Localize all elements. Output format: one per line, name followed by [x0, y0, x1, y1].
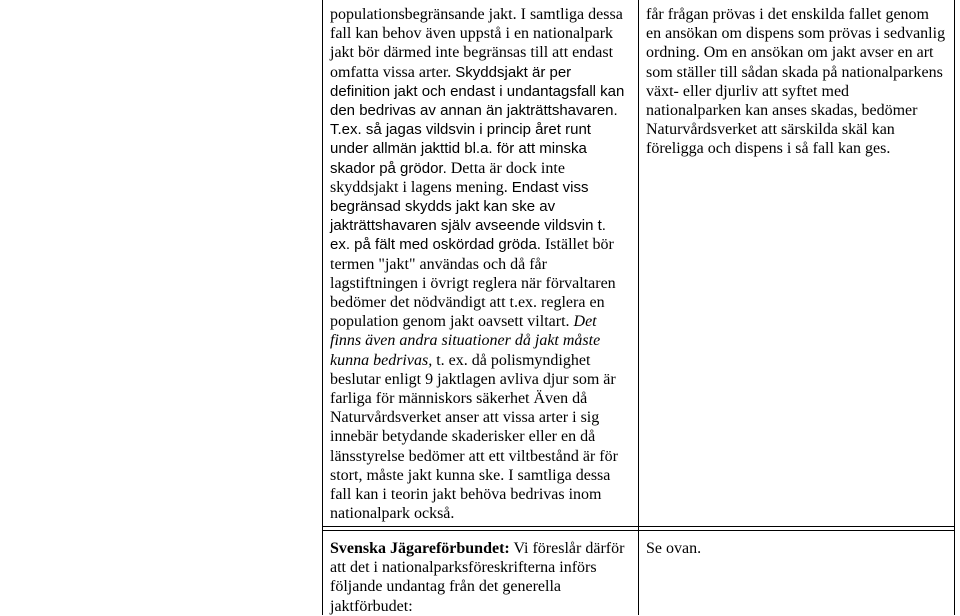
row1-middle-s7: t. ex. då polismyndighet beslutar enligt 9 jaktlagen avliva djur som är farliga för människors säkerhet Även då Naturvårdsverket anser att vissa arter i sig innebär betydande skaderisker eller en då länsstyrelse bedömer att ett viltbestånd är för stort, måste jakt kunna ske. I samtliga dessa fall kan i teorin jakt behöva bedrivas inom nationalpark också. [330, 351, 618, 523]
row2-right-text: Se ovan. [646, 540, 702, 557]
table-border-right [954, 0, 955, 615]
table-border-left [322, 0, 323, 615]
row1-middle-s2: Skyddsjakt är per definition jakt och endast i undantagsfall kan den bedrivas av annan än jakträttshavaren. T.ex. så jagas vildsvin i princip året runt under allmän jakttid bl.a. för att minska skador på grödor. [330, 63, 625, 177]
row1-middle-s5: Istället bör termen "jakt" användas och då får lagstiftningen i övrigt reglera när förvaltaren bedömer det nödvändigt att t.ex. reglera en population genom jakt oavsett viltart. [330, 236, 616, 331]
row1-middle-s4: Endast viss begränsad skydds jakt kan ske av jakträttshavaren själv avseende vildsvin t. ex. på fält med oskördad gröda. [330, 178, 606, 254]
table-row-divider [322, 526, 955, 527]
row2-middle-text [330, 539, 630, 616]
row1-right-s2: Om en ansökan om jakt avser en art som ställer till sådan skada på nationalparkens växt- eller djurliv att syftet med nationalparken kan anses skadas, bedömer Naturvårdsverket att särskilda skäl kan föreligga och dispens i så fall kan ges. [646, 44, 943, 158]
row1-right-cell [646, 5, 948, 159]
row2-right-cell [646, 539, 948, 558]
row2-middle-cell [330, 539, 630, 616]
row2-middle-body: Vi föreslår därför att det i nationalparksföreskrifterna införs följande undantag från det generella jaktförbudet: [330, 540, 625, 615]
row1-middle-s3: Detta är dock inte skyddsjakt i lagens mening. [330, 159, 565, 196]
row1-middle-cell [330, 5, 630, 523]
row1-right-s1: får frågan prövas i det enskilda fallet genom en ansökan om dispens som prövas i sedvanlig ordning. [646, 6, 946, 62]
table-border-middle [638, 0, 639, 615]
row1-middle-s1: populationsbegränsande jakt. I samtliga dessa fall kan behov även uppstå i en nationalpark jakt bör därmed inte begränsas till att endast omfatta vissa arter. [330, 6, 623, 81]
row1-right-text [646, 5, 948, 159]
row1-middle-text [330, 5, 630, 523]
row1-middle-italic: Det finns även andra situationer då jakt måste kunna bedrivas, [330, 313, 601, 369]
row2-organization-name: Svenska Jägareförbundet: [330, 540, 510, 557]
table-row-divider-second [322, 530, 955, 531]
